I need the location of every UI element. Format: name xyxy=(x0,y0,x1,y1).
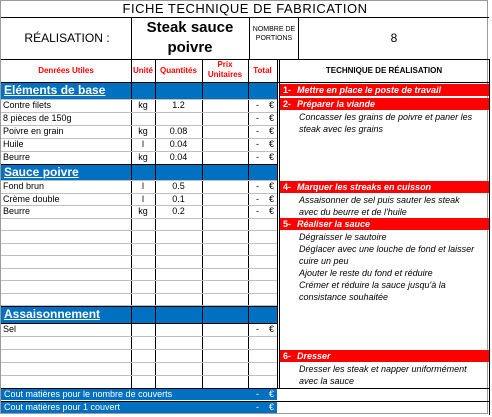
ingredient-qty[interactable]: 0.5 xyxy=(172,181,185,191)
grid-hline xyxy=(1,112,277,113)
step-6-label: Dresser xyxy=(297,351,331,361)
grid-hline xyxy=(1,151,277,152)
grid-hline xyxy=(1,255,277,256)
ingredient-total-currency: € xyxy=(269,206,275,216)
section-assaisonnement-label: Assaisonnement xyxy=(4,307,101,321)
table-row xyxy=(1,112,277,125)
grid-hline xyxy=(1,59,489,60)
portions-value[interactable]: 8 xyxy=(390,31,398,45)
header-technique: TECHNIQUE DE RÉALISATION xyxy=(325,66,443,75)
grid-hline xyxy=(1,349,277,350)
ingredient-total-dash: - xyxy=(256,113,259,123)
grid-hline xyxy=(1,218,277,219)
ingredient-total-currency: € xyxy=(269,100,275,110)
step-4-label: Marquer les streaks en cuisson xyxy=(297,182,432,192)
table-row xyxy=(1,180,277,193)
grid-vline xyxy=(277,59,278,388)
ingredient-name[interactable]: Sel xyxy=(3,324,17,334)
step-1-label: Mettre en place le poste de travail xyxy=(297,85,442,95)
table-row xyxy=(1,138,277,151)
cost-one-currency: € xyxy=(269,402,275,412)
ingredient-total-dash: - xyxy=(256,193,259,204)
step-5-instructions xyxy=(299,231,489,303)
step-5-line-4: Ajouter le reste du fond et réduire xyxy=(299,268,433,278)
ingredient-name[interactable]: Beurre xyxy=(3,206,31,216)
ingredient-qty[interactable]: 0.04 xyxy=(169,152,188,162)
ingredient-qty[interactable]: 0.08 xyxy=(169,126,188,136)
ingredient-qty[interactable]: 0.2 xyxy=(172,206,185,216)
section-sauce-poivre-label: Sauce poivre xyxy=(4,165,79,179)
grid-hline xyxy=(1,243,277,244)
ingredient-total-currency: € xyxy=(269,324,275,334)
ingredient-name[interactable]: Poivre en grain xyxy=(3,126,64,136)
ingredient-unit[interactable]: l xyxy=(142,139,144,149)
step-5-line-3: cuire un peu xyxy=(299,256,349,266)
ingredient-total-dash: - xyxy=(256,324,259,334)
ingredient-unit[interactable]: kg xyxy=(138,126,148,136)
step-1-number: 1- xyxy=(279,84,297,96)
ingredient-total-dash: - xyxy=(256,126,259,136)
grid-hline xyxy=(1,17,489,18)
grid-hline xyxy=(1,99,277,100)
table-row xyxy=(1,99,277,112)
sheet-title: FICHE TECHNIQUE DE FABRICATION xyxy=(122,1,368,16)
cost-covers-currency: € xyxy=(269,389,275,399)
ingredient-total-dash: - xyxy=(256,181,259,191)
header-unite: Unité xyxy=(133,66,153,75)
step-5-line-5: Crémer et réduire la sauce jusqu'à la xyxy=(299,280,446,290)
realisation-label: RÉALISATION : xyxy=(24,31,110,45)
step-5-line-1: Dégraisser le sautoire xyxy=(299,232,387,242)
grid-vline xyxy=(279,59,280,388)
step-2-line-2: steak avec les grains xyxy=(299,124,384,134)
ingredient-name[interactable]: 8 pièces de 150g xyxy=(3,113,72,123)
step-4 xyxy=(279,181,489,193)
header-denrees: Denrées Utiles xyxy=(38,66,94,75)
step-4-line-2: avec du beurre et de l'huile xyxy=(299,207,407,217)
grid-hline xyxy=(1,125,277,126)
grid-hline xyxy=(1,293,277,294)
table-row xyxy=(1,151,277,164)
grid-hline xyxy=(1,230,277,231)
step-2-number: 2- xyxy=(279,98,297,110)
grid-hline xyxy=(1,362,277,363)
ingredient-name[interactable]: Contre filets xyxy=(3,100,52,110)
cost-covers-label: Cout matières pour le nombre de couverts xyxy=(1,388,248,400)
ingredient-name[interactable]: Fond brun xyxy=(3,181,45,191)
ingredient-unit[interactable]: kg xyxy=(138,152,148,162)
step-5-number: 5- xyxy=(279,218,297,230)
grid-hline xyxy=(1,401,489,402)
section-elements-de-base xyxy=(1,82,277,99)
ingredient-qty[interactable]: 1.2 xyxy=(172,100,185,110)
table-row xyxy=(1,125,277,138)
ingredient-name[interactable]: Huile xyxy=(3,139,24,149)
grid-vline xyxy=(249,17,250,59)
ingredient-unit[interactable]: l xyxy=(142,193,144,204)
section-sauce-poivre xyxy=(1,164,277,180)
step-2-line-1: Concasser les grains de poivre et paner les xyxy=(299,112,473,122)
grid-hline xyxy=(1,336,277,337)
step-4-line-1: Assaisonner de sel puis sauter les steak xyxy=(299,195,460,205)
step-6-number: 6- xyxy=(279,350,297,362)
step-6-line-2: avec la sauce xyxy=(299,376,355,386)
portions-label: NOMBRE DE PORTIONS xyxy=(252,26,296,42)
step-2 xyxy=(279,98,489,110)
table-row xyxy=(1,323,277,335)
header-quantites: Quantités xyxy=(160,66,197,75)
step-6-line-1: Dresser les steak et napper uniformément xyxy=(299,364,467,374)
cost-one-total xyxy=(248,401,277,413)
grid-vline xyxy=(131,17,132,59)
ingredient-total-dash: - xyxy=(256,152,259,162)
ingredient-unit[interactable]: kg xyxy=(138,206,148,216)
ingredient-total-currency: € xyxy=(269,126,275,136)
grid-hline xyxy=(1,82,489,83)
step-4-instructions xyxy=(299,194,489,218)
step-5-line-6: consistance souhaitée xyxy=(299,292,389,302)
ingredient-total-dash: - xyxy=(256,206,259,216)
ingredient-name[interactable]: Beurre xyxy=(3,152,31,162)
header-total: Total xyxy=(253,66,272,75)
step-2-instructions xyxy=(299,111,489,135)
cost-one-label: Cout matières pour 1 couvert xyxy=(1,401,248,413)
ingredient-name[interactable]: Crème double xyxy=(3,193,60,204)
cost-covers-total xyxy=(248,388,277,400)
grid-vline xyxy=(298,17,299,59)
ingredient-total-dash: - xyxy=(256,100,259,110)
grid-hline xyxy=(1,180,277,181)
grid-hline xyxy=(1,280,277,281)
step-5-label: Réaliser la sauce xyxy=(297,219,371,229)
grid-hline xyxy=(1,205,277,206)
grid-hline xyxy=(1,375,277,376)
step-6 xyxy=(279,350,489,362)
step-1 xyxy=(279,84,489,96)
step-5-line-2: Déglacer avec une louche de fond et laisser xyxy=(299,244,475,254)
dish-name[interactable]: Steak sauce poivre xyxy=(146,19,234,56)
grid-vline xyxy=(248,59,249,388)
step-5 xyxy=(279,218,489,230)
grid-vline xyxy=(202,59,203,388)
ingredient-total-currency: € xyxy=(269,193,275,204)
section-assaisonnement xyxy=(1,306,277,323)
grid-hline xyxy=(1,323,277,324)
grid-hline xyxy=(1,193,277,194)
ingredient-total-currency: € xyxy=(269,139,275,149)
header-prix: Prix Unitaires xyxy=(207,60,243,79)
ingredient-total-currency: € xyxy=(269,113,275,123)
grid-hline xyxy=(1,138,277,139)
ingredient-qty[interactable]: 0.1 xyxy=(172,193,185,204)
grid-hline xyxy=(1,268,277,269)
grid-hline xyxy=(1,388,489,389)
ingredient-unit[interactable]: kg xyxy=(138,100,148,110)
section-elements-de-base-label: Eléments de base xyxy=(4,83,106,97)
cost-one-dash: - xyxy=(256,402,259,412)
grid-vline xyxy=(131,59,132,388)
grid-hline xyxy=(1,164,277,165)
step-6-instructions xyxy=(299,363,489,387)
grid-vline xyxy=(155,59,156,388)
table-row xyxy=(1,205,277,218)
ingredient-unit[interactable]: l xyxy=(142,181,144,191)
step-2-label: Préparer la viande xyxy=(297,99,376,109)
ingredient-qty[interactable]: 0.04 xyxy=(169,139,188,149)
grid-hline xyxy=(1,306,277,307)
cost-covers-dash: - xyxy=(256,389,259,399)
ingredient-total-dash: - xyxy=(256,139,259,149)
ingredient-total-currency: € xyxy=(269,181,275,191)
step-4-number: 4- xyxy=(279,181,297,193)
table-row xyxy=(1,193,277,206)
ingredient-total-currency: € xyxy=(269,152,275,162)
grid-vline xyxy=(489,59,490,415)
